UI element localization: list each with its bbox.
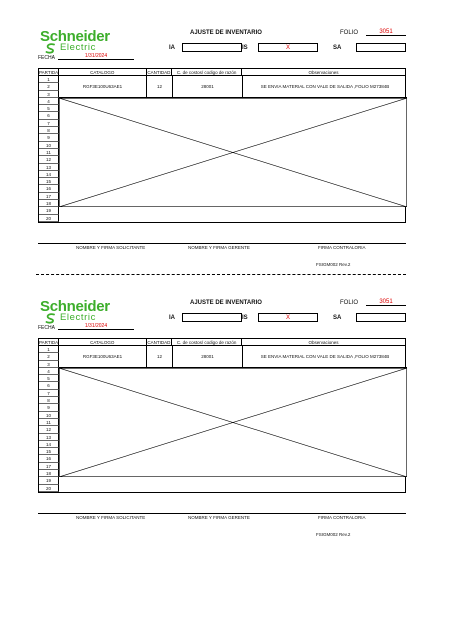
- row-number: 13: [39, 164, 59, 171]
- header-catalogo: CATALOGO: [59, 69, 147, 76]
- logo-word-electric: Electric: [60, 312, 96, 323]
- header-cantidad: CANTIDAD: [147, 340, 171, 345]
- row-number: 19: [39, 207, 59, 214]
- row-number: 3: [39, 91, 59, 98]
- row-number: 18: [39, 470, 59, 477]
- header-centro-costos: C. de costos/ codigo de razón: [172, 69, 242, 76]
- cell-observaciones: SE ENVIA MATERIAL CON VALE DE SALIDA ,FOLIO M27384B: [260, 354, 390, 359]
- cell-catalogo: RGF3E100U63AE1: [59, 346, 147, 367]
- cross-out-lines: [59, 98, 407, 207]
- row-number: 10: [39, 142, 59, 149]
- cut-line: [36, 274, 406, 275]
- cell-centro-costos: 28001: [173, 76, 243, 97]
- table-body: [39, 346, 405, 492]
- signature-line: [38, 513, 406, 514]
- table-row: [59, 346, 407, 368]
- folio-value: 3051: [366, 29, 406, 36]
- header-partida: PARTIDA: [39, 340, 59, 345]
- ia-label: IA: [169, 315, 175, 321]
- row-number: 16: [39, 455, 59, 462]
- table-header: [39, 339, 405, 346]
- row-number: 15: [39, 178, 59, 185]
- row-number: 14: [39, 171, 59, 178]
- row-number: 18: [39, 200, 59, 207]
- cell-cantidad: 12: [147, 76, 173, 97]
- header-observaciones: Observaciones: [242, 339, 405, 346]
- electric-s-icon: [45, 313, 56, 324]
- row-number: 7: [39, 390, 59, 397]
- header-observaciones: Observaciones: [242, 69, 405, 76]
- signature-line: [38, 243, 406, 244]
- row-number: 6: [39, 382, 59, 389]
- is-box: X: [258, 43, 318, 52]
- row-number: 14: [39, 441, 59, 448]
- row-number: 11: [39, 149, 59, 156]
- ia-box: [182, 43, 242, 52]
- row-number: 20: [39, 215, 59, 222]
- table-row: [39, 207, 405, 214]
- row-number: 2: [39, 83, 59, 90]
- fecha-label: FECHA: [38, 55, 55, 61]
- ia-label: IA: [169, 45, 175, 51]
- row-number: 16: [39, 185, 59, 192]
- row-number: 6: [39, 112, 59, 119]
- row-number: 19: [39, 477, 59, 484]
- sa-label: SA: [333, 315, 342, 321]
- table-header: [39, 69, 405, 76]
- cell-centro-costos: 28001: [173, 346, 243, 367]
- table-row: [39, 485, 405, 492]
- signature-solicitante: NOMBRE Y FIRMA SOLICITANTE: [76, 515, 146, 520]
- row-number: 1: [39, 346, 59, 353]
- row-number: 15: [39, 448, 59, 455]
- header-partida: PARTIDA: [39, 70, 59, 75]
- is-box: X: [258, 313, 318, 322]
- ia-box: [182, 313, 242, 322]
- is-label: IS: [242, 315, 248, 321]
- row-number: 9: [39, 404, 59, 411]
- row-number: 10: [39, 412, 59, 419]
- is-label: IS: [242, 45, 248, 51]
- folio-label: FOLIO: [340, 300, 359, 306]
- items-table: [38, 338, 406, 493]
- folio-value: 3051: [366, 299, 406, 306]
- row-number: 4: [39, 98, 59, 105]
- row-number: 17: [39, 193, 59, 200]
- logo-word-schneider: Schneider: [40, 28, 110, 45]
- row-number: 9: [39, 134, 59, 141]
- cell-catalogo: RGF3E100U63AE1: [59, 76, 147, 97]
- row-number: 5: [39, 105, 59, 112]
- form-code: FSIGM002 Rev.2: [316, 262, 351, 267]
- signature-gerente: NOMBRE Y FIRMA GERENTE: [188, 245, 250, 250]
- row-number: 12: [39, 426, 59, 433]
- signature-solicitante: NOMBRE Y FIRMA SOLICITANTE: [76, 245, 146, 250]
- form-code: FSIGM002 Rev.2: [316, 532, 351, 537]
- form-title: AJUSTE DE INVENTARIO: [190, 30, 262, 36]
- row-number: 7: [39, 120, 59, 127]
- crossed-out-area: [59, 368, 407, 477]
- header-cantidad: CANTIDAD: [147, 70, 171, 75]
- signature-gerente: NOMBRE Y FIRMA GERENTE: [188, 515, 250, 520]
- cell-cantidad: 12: [147, 346, 173, 367]
- row-number: 12: [39, 156, 59, 163]
- header-catalogo: CATALOGO: [59, 339, 147, 346]
- crossed-out-area: [59, 98, 407, 207]
- row-number: 11: [39, 419, 59, 426]
- row-number: 3: [39, 361, 59, 368]
- row-number: 8: [39, 127, 59, 134]
- row-number: 2: [39, 353, 59, 360]
- table-row: [39, 215, 405, 222]
- sa-label: SA: [333, 45, 342, 51]
- row-number: 5: [39, 375, 59, 382]
- table-body: [39, 76, 405, 222]
- cross-out-lines: [59, 368, 407, 477]
- logo-word-schneider: Schneider: [40, 298, 110, 315]
- fecha-label: FECHA: [38, 325, 55, 331]
- row-number: 13: [39, 434, 59, 441]
- signature-contraloria: FIRMA CONTRALORIA: [318, 515, 366, 520]
- row-number: 17: [39, 463, 59, 470]
- row-number: 4: [39, 368, 59, 375]
- row-number: 8: [39, 397, 59, 404]
- electric-s-icon: [45, 43, 56, 54]
- logo-word-electric: Electric: [60, 42, 96, 53]
- row-number: 1: [39, 76, 59, 83]
- header-centro-costos: C. de costos/ codigo de razón: [172, 339, 242, 346]
- schneider-electric-logo: [40, 298, 120, 326]
- items-table: [38, 68, 406, 223]
- sa-box: [356, 43, 406, 52]
- fecha-value: 1/31/2024: [58, 53, 134, 60]
- schneider-electric-logo: [40, 28, 120, 56]
- table-row: [39, 477, 405, 484]
- sa-box: [356, 313, 406, 322]
- table-row: [59, 76, 407, 98]
- cell-observaciones: SE ENVIA MATERIAL CON VALE DE SALIDA ,FOLIO M27384B: [260, 84, 390, 89]
- form-title: AJUSTE DE INVENTARIO: [190, 300, 262, 306]
- signature-contraloria: FIRMA CONTRALORIA: [318, 245, 366, 250]
- fecha-value: 1/31/2024: [58, 323, 134, 330]
- folio-label: FOLIO: [340, 30, 359, 36]
- row-number: 20: [39, 485, 59, 492]
